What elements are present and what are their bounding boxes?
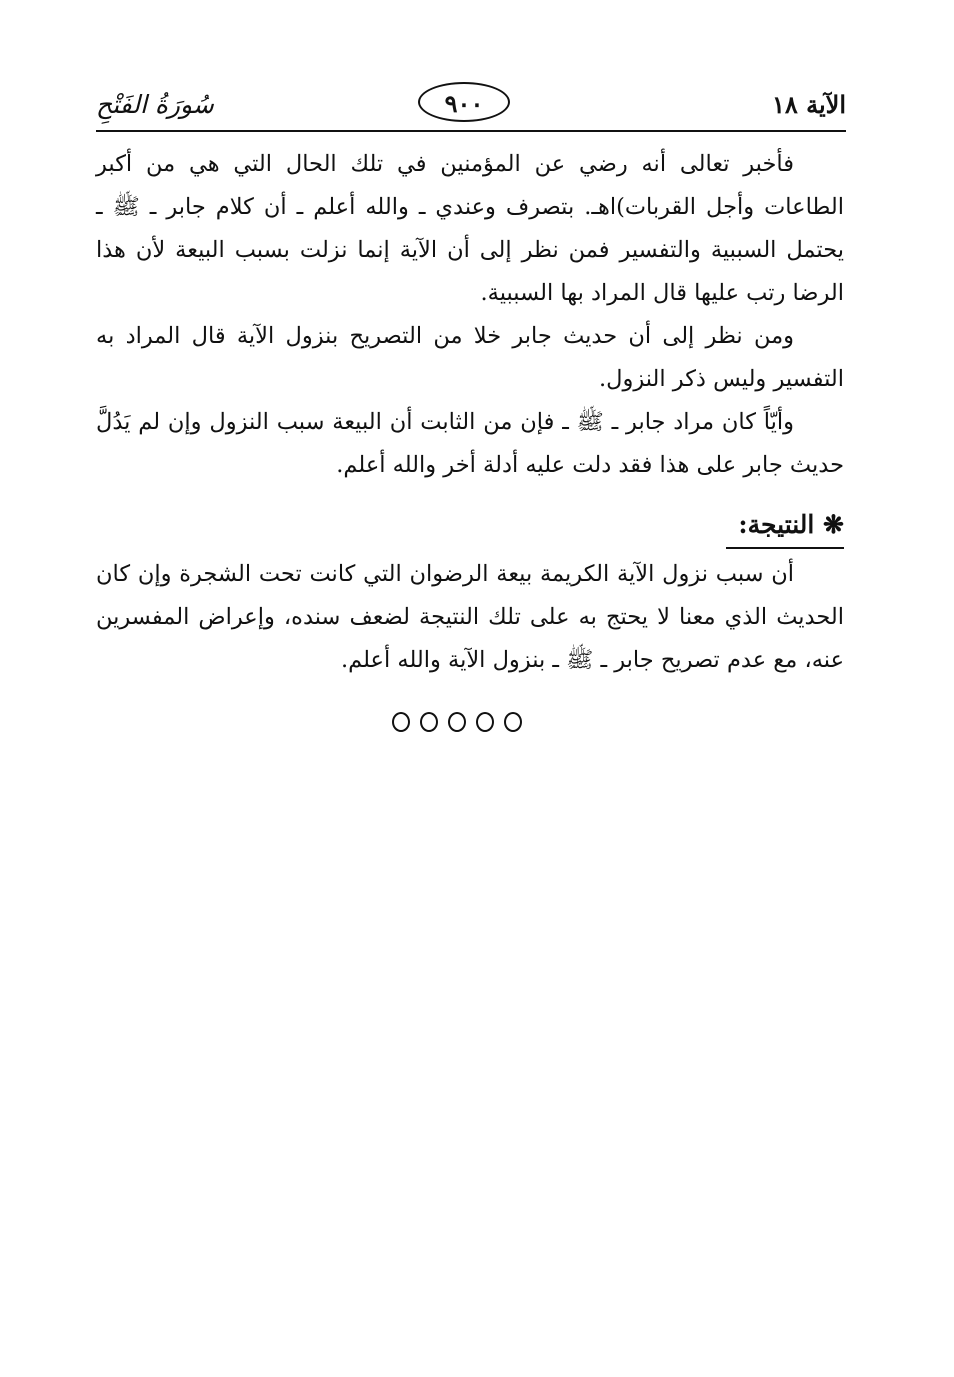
circle-icon — [448, 712, 466, 732]
result-heading: ❋ النتيجة: — [738, 510, 844, 539]
circle-icon — [420, 712, 438, 732]
circle-icon — [392, 712, 410, 732]
verse-label: الآية ١٨ — [771, 90, 846, 119]
page-number: ٩٠٠ — [418, 82, 510, 122]
header-divider — [96, 130, 846, 132]
circle-icon — [476, 712, 494, 732]
section-end-ornament-icon — [392, 712, 522, 736]
paragraph: فأخبر تعالى أنه رضي عن المؤمنين في تلك الحال التي هي من أكبر الطاعات وأجل القربات)اهـ. بتصرف وعندي ـ والله أعلم ـ أن كلام جابر ـ ﷺ ـ يحتمل السببية والتفسير فمن نظر إلى أن الآية إنما نزلت بسبب البيعة لأن هذا الرضا رتب عليها قال المراد بها السببية. — [96, 151, 844, 306]
circle-icon — [504, 712, 522, 732]
paragraph: وأيّاً كان مراد جابر ـ ﷺ ـ فإن من الثابت أن البيعة سبب النزول وإن لم يَدُلَّ حديث جابر على هذا فقد دلت عليه أدلة أخر والله أعلم. — [96, 409, 844, 478]
page-header — [96, 82, 846, 126]
result-paragraph: أن سبب نزول الآية الكريمة بيعة الرضوان التي كانت تحت الشجرة وإن كان الحديث الذي معنا لا يحتج به على تلك النتيجة لضعف سنده، وإعراض المفسرين عنه، مع عدم تصريح جابر ـ ﷺ ـ بنزول الآية والله أعلم. — [96, 561, 844, 673]
heading-underline — [726, 547, 844, 549]
main-text — [96, 143, 844, 487]
paragraph: ومن نظر إلى أن حديث جابر خلا من التصريح بنزول الآية قال المراد به التفسير وليس ذكر النزول. — [96, 323, 844, 392]
surah-name: سُورَةُ الفَتْحِ — [96, 90, 214, 119]
result-section — [96, 553, 844, 682]
